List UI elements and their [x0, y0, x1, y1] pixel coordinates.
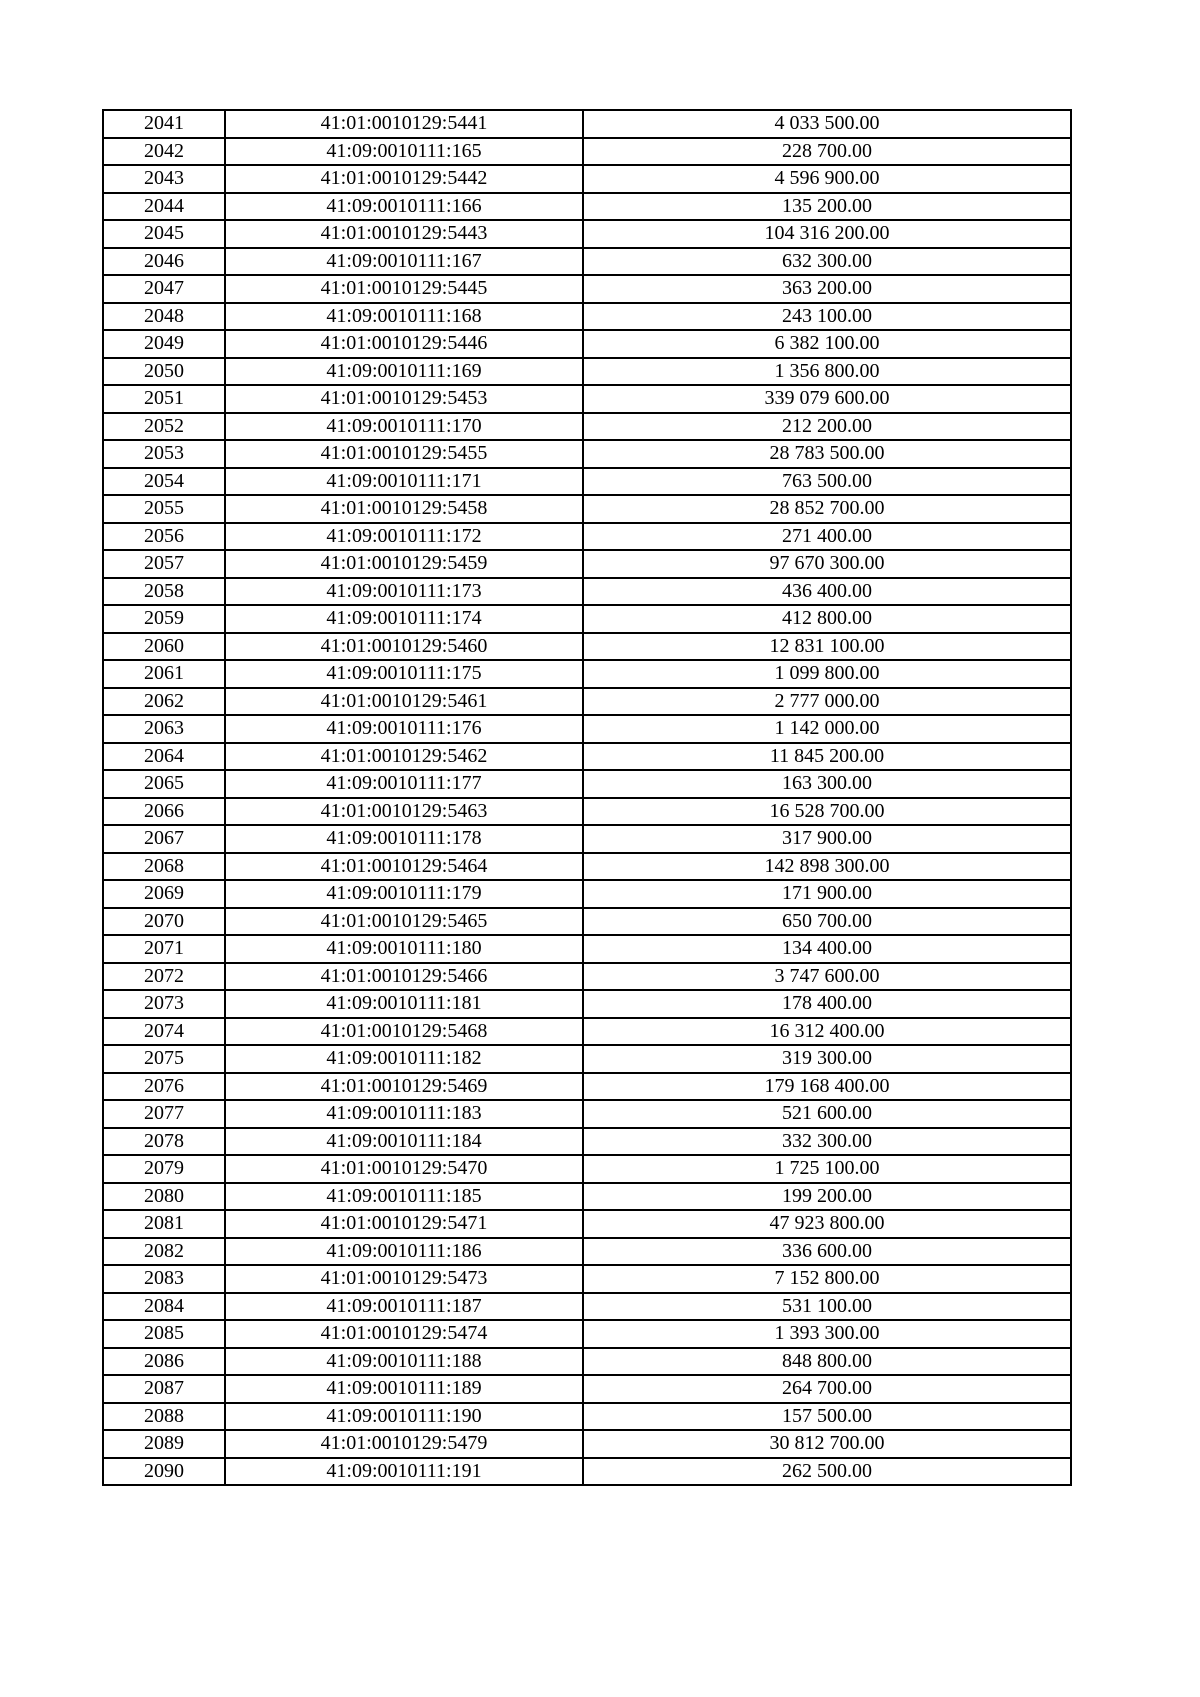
- row-number-cell: 2087: [103, 1375, 225, 1403]
- row-number-cell: 2080: [103, 1183, 225, 1211]
- cadastral-number-cell: 41:09:0010111:177: [225, 770, 583, 798]
- cadastral-value-cell: 264 700.00: [583, 1375, 1071, 1403]
- cadastral-number-cell: 41:09:0010111:174: [225, 605, 583, 633]
- cadastral-number-cell: 41:09:0010111:187: [225, 1293, 583, 1321]
- row-number-cell: 2073: [103, 990, 225, 1018]
- cadastral-number-cell: 41:09:0010111:173: [225, 578, 583, 606]
- row-number-cell: 2071: [103, 935, 225, 963]
- cadastral-value-cell: 12 831 100.00: [583, 633, 1071, 661]
- cadastral-value-cell: 16 528 700.00: [583, 798, 1071, 826]
- table-row: [103, 1100, 1071, 1128]
- cadastral-value-cell: 28 783 500.00: [583, 440, 1071, 468]
- cadastral-number-cell: 41:09:0010111:191: [225, 1458, 583, 1486]
- cadastral-number-cell: 41:09:0010111:175: [225, 660, 583, 688]
- cadastral-value-cell: 4 596 900.00: [583, 165, 1071, 193]
- row-number-cell: 2053: [103, 440, 225, 468]
- row-number-cell: 2075: [103, 1045, 225, 1073]
- row-number-cell: 2055: [103, 495, 225, 523]
- row-number-cell: 2048: [103, 303, 225, 331]
- cadastral-value-cell: 142 898 300.00: [583, 853, 1071, 881]
- cadastral-value-table: [102, 109, 1072, 1486]
- row-number-cell: 2058: [103, 578, 225, 606]
- cadastral-value-cell: 3 747 600.00: [583, 963, 1071, 991]
- table-row: [103, 550, 1071, 578]
- row-number-cell: 2047: [103, 275, 225, 303]
- table-row: [103, 110, 1071, 138]
- cadastral-value-cell: 171 900.00: [583, 880, 1071, 908]
- cadastral-value-cell: 6 382 100.00: [583, 330, 1071, 358]
- cadastral-number-cell: 41:01:0010129:5459: [225, 550, 583, 578]
- table-row: [103, 1210, 1071, 1238]
- row-number-cell: 2086: [103, 1348, 225, 1376]
- row-number-cell: 2069: [103, 880, 225, 908]
- cadastral-value-cell: 319 300.00: [583, 1045, 1071, 1073]
- row-number-cell: 2081: [103, 1210, 225, 1238]
- table-row: [103, 935, 1071, 963]
- cadastral-number-cell: 41:01:0010129:5443: [225, 220, 583, 248]
- cadastral-value-cell: 336 600.00: [583, 1238, 1071, 1266]
- table-row: [103, 990, 1071, 1018]
- cadastral-value-cell: 135 200.00: [583, 193, 1071, 221]
- cadastral-number-cell: 41:09:0010111:182: [225, 1045, 583, 1073]
- cadastral-value-cell: 47 923 800.00: [583, 1210, 1071, 1238]
- table-row: [103, 330, 1071, 358]
- cadastral-number-cell: 41:09:0010111:172: [225, 523, 583, 551]
- cadastral-number-cell: 41:01:0010129:5468: [225, 1018, 583, 1046]
- table-row: [103, 1183, 1071, 1211]
- cadastral-number-cell: 41:09:0010111:166: [225, 193, 583, 221]
- cadastral-number-cell: 41:01:0010129:5479: [225, 1430, 583, 1458]
- table-row: [103, 853, 1071, 881]
- cadastral-number-cell: 41:01:0010129:5464: [225, 853, 583, 881]
- row-number-cell: 2070: [103, 908, 225, 936]
- cadastral-number-cell: 41:01:0010129:5469: [225, 1073, 583, 1101]
- cadastral-value-cell: 436 400.00: [583, 578, 1071, 606]
- row-number-cell: 2049: [103, 330, 225, 358]
- table-row: [103, 1403, 1071, 1431]
- cadastral-number-cell: 41:09:0010111:180: [225, 935, 583, 963]
- row-number-cell: 2085: [103, 1320, 225, 1348]
- table-row: [103, 440, 1071, 468]
- table-row: [103, 468, 1071, 496]
- cadastral-number-cell: 41:01:0010129:5455: [225, 440, 583, 468]
- cadastral-value-cell: 134 400.00: [583, 935, 1071, 963]
- cadastral-number-cell: 41:09:0010111:184: [225, 1128, 583, 1156]
- row-number-cell: 2061: [103, 660, 225, 688]
- cadastral-value-cell: 212 200.00: [583, 413, 1071, 441]
- cadastral-value-cell: 243 100.00: [583, 303, 1071, 331]
- cadastral-value-cell: 363 200.00: [583, 275, 1071, 303]
- cadastral-number-cell: 41:09:0010111:178: [225, 825, 583, 853]
- row-number-cell: 2043: [103, 165, 225, 193]
- cadastral-value-cell: 763 500.00: [583, 468, 1071, 496]
- table-row: [103, 275, 1071, 303]
- cadastral-number-cell: 41:09:0010111:171: [225, 468, 583, 496]
- table-row: [103, 1128, 1071, 1156]
- table-row: [103, 1375, 1071, 1403]
- cadastral-number-cell: 41:01:0010129:5470: [225, 1155, 583, 1183]
- cadastral-number-cell: 41:09:0010111:185: [225, 1183, 583, 1211]
- table-row: [103, 660, 1071, 688]
- table-row: [103, 798, 1071, 826]
- table-row: [103, 633, 1071, 661]
- row-number-cell: 2088: [103, 1403, 225, 1431]
- table-row: [103, 1348, 1071, 1376]
- cadastral-value-cell: 7 152 800.00: [583, 1265, 1071, 1293]
- cadastral-number-cell: 41:09:0010111:170: [225, 413, 583, 441]
- row-number-cell: 2078: [103, 1128, 225, 1156]
- cadastral-number-cell: 41:01:0010129:5462: [225, 743, 583, 771]
- row-number-cell: 2057: [103, 550, 225, 578]
- cadastral-value-cell: 848 800.00: [583, 1348, 1071, 1376]
- table-row: [103, 1155, 1071, 1183]
- row-number-cell: 2090: [103, 1458, 225, 1486]
- row-number-cell: 2063: [103, 715, 225, 743]
- row-number-cell: 2084: [103, 1293, 225, 1321]
- row-number-cell: 2082: [103, 1238, 225, 1266]
- row-number-cell: 2060: [103, 633, 225, 661]
- cadastral-number-cell: 41:09:0010111:183: [225, 1100, 583, 1128]
- table-row: [103, 1458, 1071, 1486]
- row-number-cell: 2046: [103, 248, 225, 276]
- cadastral-value-cell: 228 700.00: [583, 138, 1071, 166]
- table-row: [103, 1238, 1071, 1266]
- cadastral-number-cell: 41:09:0010111:181: [225, 990, 583, 1018]
- row-number-cell: 2077: [103, 1100, 225, 1128]
- table-row: [103, 743, 1071, 771]
- table-row: [103, 385, 1071, 413]
- cadastral-number-cell: 41:09:0010111:165: [225, 138, 583, 166]
- cadastral-number-cell: 41:09:0010111:167: [225, 248, 583, 276]
- table-row: [103, 1430, 1071, 1458]
- row-number-cell: 2074: [103, 1018, 225, 1046]
- cadastral-number-cell: 41:09:0010111:176: [225, 715, 583, 743]
- table-row: [103, 220, 1071, 248]
- row-number-cell: 2068: [103, 853, 225, 881]
- cadastral-value-cell: 11 845 200.00: [583, 743, 1071, 771]
- cadastral-value-cell: 104 316 200.00: [583, 220, 1071, 248]
- row-number-cell: 2052: [103, 413, 225, 441]
- cadastral-number-cell: 41:09:0010111:190: [225, 1403, 583, 1431]
- table-row: [103, 1293, 1071, 1321]
- cadastral-value-cell: 179 168 400.00: [583, 1073, 1071, 1101]
- cadastral-number-cell: 41:09:0010111:189: [225, 1375, 583, 1403]
- cadastral-value-cell: 412 800.00: [583, 605, 1071, 633]
- cadastral-value-cell: 1 725 100.00: [583, 1155, 1071, 1183]
- cadastral-value-cell: 16 312 400.00: [583, 1018, 1071, 1046]
- row-number-cell: 2042: [103, 138, 225, 166]
- table-row: [103, 770, 1071, 798]
- cadastral-value-cell: 1 393 300.00: [583, 1320, 1071, 1348]
- table-row: [103, 138, 1071, 166]
- table-row: [103, 303, 1071, 331]
- cadastral-value-cell: 521 600.00: [583, 1100, 1071, 1128]
- table-row: [103, 1045, 1071, 1073]
- row-number-cell: 2054: [103, 468, 225, 496]
- table-row: [103, 248, 1071, 276]
- row-number-cell: 2066: [103, 798, 225, 826]
- table-row: [103, 825, 1071, 853]
- cadastral-number-cell: 41:01:0010129:5461: [225, 688, 583, 716]
- table-row: [103, 963, 1071, 991]
- table-row: [103, 495, 1071, 523]
- cadastral-value-cell: 97 670 300.00: [583, 550, 1071, 578]
- cadastral-number-cell: 41:01:0010129:5466: [225, 963, 583, 991]
- cadastral-number-cell: 41:01:0010129:5441: [225, 110, 583, 138]
- cadastral-value-cell: 157 500.00: [583, 1403, 1071, 1431]
- cadastral-value-cell: 262 500.00: [583, 1458, 1071, 1486]
- cadastral-value-cell: 30 812 700.00: [583, 1430, 1071, 1458]
- row-number-cell: 2089: [103, 1430, 225, 1458]
- cadastral-value-cell: 178 400.00: [583, 990, 1071, 1018]
- row-number-cell: 2065: [103, 770, 225, 798]
- row-number-cell: 2056: [103, 523, 225, 551]
- cadastral-value-cell: 332 300.00: [583, 1128, 1071, 1156]
- table-row: [103, 1265, 1071, 1293]
- cadastral-value-cell: 1 142 000.00: [583, 715, 1071, 743]
- cadastral-value-cell: 271 400.00: [583, 523, 1071, 551]
- row-number-cell: 2045: [103, 220, 225, 248]
- row-number-cell: 2067: [103, 825, 225, 853]
- cadastral-number-cell: 41:09:0010111:169: [225, 358, 583, 386]
- table-row: [103, 1320, 1071, 1348]
- table-row: [103, 1018, 1071, 1046]
- cadastral-value-cell: 650 700.00: [583, 908, 1071, 936]
- row-number-cell: 2064: [103, 743, 225, 771]
- cadastral-value-cell: 632 300.00: [583, 248, 1071, 276]
- row-number-cell: 2062: [103, 688, 225, 716]
- cadastral-number-cell: 41:09:0010111:168: [225, 303, 583, 331]
- row-number-cell: 2083: [103, 1265, 225, 1293]
- row-number-cell: 2044: [103, 193, 225, 221]
- cadastral-number-cell: 41:09:0010111:188: [225, 1348, 583, 1376]
- cadastral-number-cell: 41:01:0010129:5473: [225, 1265, 583, 1293]
- cadastral-value-cell: 4 033 500.00: [583, 110, 1071, 138]
- cadastral-number-cell: 41:01:0010129:5453: [225, 385, 583, 413]
- table-row: [103, 165, 1071, 193]
- cadastral-value-cell: 317 900.00: [583, 825, 1071, 853]
- cadastral-number-cell: 41:09:0010111:179: [225, 880, 583, 908]
- row-number-cell: 2050: [103, 358, 225, 386]
- table-row: [103, 413, 1071, 441]
- cadastral-number-cell: 41:01:0010129:5442: [225, 165, 583, 193]
- cadastral-value-cell: 339 079 600.00: [583, 385, 1071, 413]
- cadastral-value-cell: 2 777 000.00: [583, 688, 1071, 716]
- table-body: [103, 110, 1071, 1485]
- cadastral-value-cell: 199 200.00: [583, 1183, 1071, 1211]
- cadastral-value-cell: 28 852 700.00: [583, 495, 1071, 523]
- table-row: [103, 358, 1071, 386]
- cadastral-number-cell: 41:01:0010129:5445: [225, 275, 583, 303]
- table-row: [103, 688, 1071, 716]
- table-row: [103, 715, 1071, 743]
- cadastral-value-cell: 1 356 800.00: [583, 358, 1071, 386]
- cadastral-value-cell: 531 100.00: [583, 1293, 1071, 1321]
- table-row: [103, 880, 1071, 908]
- row-number-cell: 2059: [103, 605, 225, 633]
- row-number-cell: 2072: [103, 963, 225, 991]
- cadastral-number-cell: 41:01:0010129:5460: [225, 633, 583, 661]
- table-row: [103, 578, 1071, 606]
- cadastral-value-cell: 163 300.00: [583, 770, 1071, 798]
- cadastral-number-cell: 41:01:0010129:5471: [225, 1210, 583, 1238]
- cadastral-value-cell: 1 099 800.00: [583, 660, 1071, 688]
- cadastral-number-cell: 41:01:0010129:5458: [225, 495, 583, 523]
- cadastral-number-cell: 41:01:0010129:5446: [225, 330, 583, 358]
- row-number-cell: 2079: [103, 1155, 225, 1183]
- cadastral-number-cell: 41:01:0010129:5474: [225, 1320, 583, 1348]
- table-row: [103, 193, 1071, 221]
- table-row: [103, 523, 1071, 551]
- cadastral-number-cell: 41:01:0010129:5465: [225, 908, 583, 936]
- table-row: [103, 605, 1071, 633]
- row-number-cell: 2076: [103, 1073, 225, 1101]
- table-row: [103, 1073, 1071, 1101]
- row-number-cell: 2041: [103, 110, 225, 138]
- table-row: [103, 908, 1071, 936]
- cadastral-number-cell: 41:01:0010129:5463: [225, 798, 583, 826]
- row-number-cell: 2051: [103, 385, 225, 413]
- cadastral-number-cell: 41:09:0010111:186: [225, 1238, 583, 1266]
